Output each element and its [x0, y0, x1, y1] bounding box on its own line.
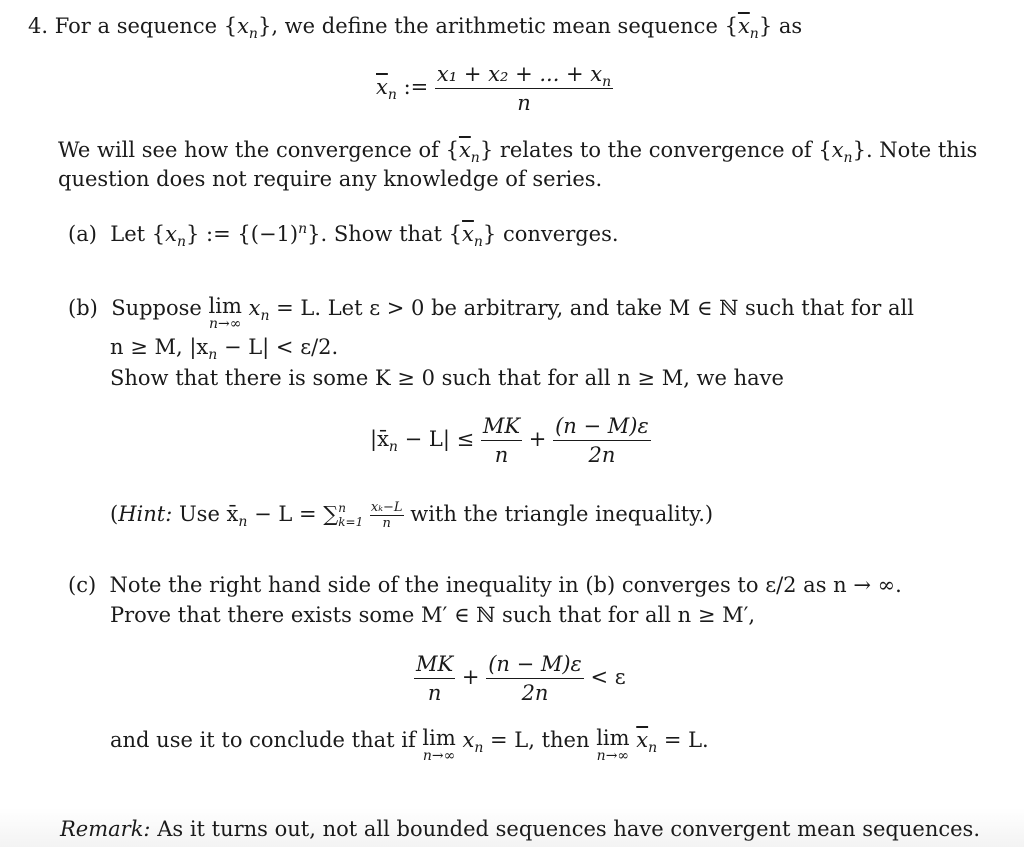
def-denominator: n: [435, 88, 613, 115]
problem-statement: 4. For a sequence $\{x_n\}$, we define the arithmetic mean sequence $\{\overline{x}_n\}$ as: [28, 14, 803, 43]
concl-text-b: = L, then: [490, 728, 590, 752]
para-text-c: . Note this: [865, 138, 978, 162]
hint-word: Hint:: [118, 502, 173, 526]
c-frac-1: [414, 652, 455, 705]
ineq-frac-1: [481, 414, 522, 467]
part-c-line-2: Prove that there exists some M′ ∈ ℕ such that for all n ≥ M′,: [110, 603, 756, 627]
part-b-line-3: Show that there is some K ≥ 0 such that for all n ≥ M, we have: [110, 366, 784, 390]
para-text-b: relates to the convergence of: [499, 138, 812, 162]
remark: [60, 817, 980, 841]
part-b-line2-a: n ≥ M, |x: [110, 335, 209, 359]
part-a-text-a: Let: [110, 222, 146, 246]
intro-text-c: as: [778, 14, 803, 38]
intro-text-b: , we define the arithmetic mean sequence: [271, 14, 718, 38]
part-a-assign: :=: [206, 222, 231, 246]
part-c-label: (c): [68, 573, 97, 597]
paragraph-line-2: question does not require any knowledge of series.: [58, 167, 603, 191]
part-c-text-1: Note the right hand side of the inequality in (b) converges to ε/2 as n → ∞.: [109, 573, 902, 597]
intro-text-a: For a sequence: [54, 14, 218, 38]
part-b-label: (b): [68, 296, 98, 320]
sum-limits: [338, 502, 363, 528]
part-a-text-d: converges.: [502, 222, 619, 246]
def-assign: :=: [403, 75, 429, 99]
c-frac1-num: MK: [416, 652, 454, 676]
part-a-label: (a): [68, 222, 97, 246]
c-plus-sign: +: [461, 665, 480, 689]
mean-definition: $\overline{x}_n$ := $\frac{x_1 + x_2 + ... + x_n}{n}$: [376, 62, 612, 115]
hint-text-c: with the triangle inequality.): [410, 502, 714, 526]
remark-label: Remark:: [60, 817, 151, 841]
part-b-text-b: = L. Let ε > 0 be arbitrary, and take M ∈ ℕ such that for all: [276, 296, 914, 320]
problem-number: 4.: [28, 14, 49, 38]
hint-frac-den: n: [370, 515, 404, 531]
part-b-line2-b: − L| < ε/2.: [217, 335, 339, 359]
c-relation: < ε: [590, 665, 626, 689]
lim-subscript: n→∞: [209, 316, 242, 332]
hint-text-b: − L = ∑: [247, 502, 339, 526]
lim-word-3: lim: [596, 726, 630, 750]
sum-bottom: k=1: [338, 514, 364, 529]
lim-word: lim: [208, 294, 242, 318]
lim-subscript-2: n→∞: [422, 748, 456, 764]
ineq-lhs-b: − L| ≤: [397, 427, 475, 451]
hint-text-a: Use x̄: [178, 502, 239, 526]
frac2-num: (n − M)ε: [555, 414, 649, 438]
part-a-text-c: . Show that: [320, 222, 442, 246]
c-frac-2: [486, 652, 584, 705]
limit-operator: [209, 296, 242, 331]
plus-sign: +: [528, 427, 547, 451]
c-frac1-den: n: [414, 678, 455, 705]
lim-subscript-3: n→∞: [596, 748, 630, 764]
part-c-inequality: [414, 652, 626, 705]
part-b-text-a: Suppose: [111, 296, 202, 320]
part-a: (a) Let $\{x_n\}$ := $\{(-1)^n\}$. Show that $\{\overline{x}_n\}$ converges.: [68, 221, 619, 251]
part-c-line-1: [68, 573, 902, 597]
para-text-a: We will see how the convergence of: [58, 138, 439, 162]
ineq-lhs: |x̄: [370, 427, 389, 451]
sum-top: n: [338, 501, 346, 516]
hint-fraction: [370, 500, 404, 531]
part-b-line-1: (b) Suppose lim n→∞ $x_n = L$. Let ε > 0 be arbitrary, and take M ∈ ℕ such that for all: [68, 294, 914, 332]
limit-operator-3: [596, 728, 629, 763]
def-numerator: x₁ + x₂ + ... + x: [436, 62, 603, 86]
concl-text-c: = L.: [663, 728, 709, 752]
part-c-conclusion: and use it to conclude that if lim n→∞ $x_n = L$, then lim n→∞ $\overline{x}_n = L$.: [110, 726, 709, 764]
part-b-inequality: $|x̄_n - L|$ ≤ $\frac{MK}{n}$ + $\frac{(n - M)\varepsilon}{2n}$: [370, 414, 649, 467]
ineq-frac-2: [553, 414, 651, 467]
lim-word-2: lim: [422, 726, 456, 750]
c-frac2-num: (n − M)ε: [488, 652, 582, 676]
remark-text: As it turns out, not all bounded sequences have convergent mean sequences.: [157, 817, 980, 841]
part-b-line-2: n ≥ M, $|x_n - L| < \varepsilon/2$.: [110, 335, 339, 364]
frac1-den: n: [481, 440, 522, 467]
hint-open: (: [110, 502, 119, 526]
hint-frac-num: xₖ−L: [370, 500, 403, 515]
frac2-den: 2n: [553, 440, 651, 467]
def-fraction: $\frac{x_1 + x_2 + ... + x_n}{n}$: [436, 62, 612, 115]
part-b-hint: (Hint: Use $x̄_n - L$ = ∑ n k=1 $\frac{\text{xₖ−L}}{n}$ with the triangle inequality.): [110, 500, 714, 531]
concl-text-a: and use it to conclude that if: [110, 728, 416, 752]
frac1-num: MK: [482, 414, 521, 438]
paragraph-line-1: We will see how the convergence of $\{\overline{x}_n\}$ relates to the convergence of $\{x_n\}$. Note this: [58, 138, 978, 167]
limit-operator-2: [422, 728, 455, 763]
c-frac2-den: 2n: [486, 678, 584, 705]
